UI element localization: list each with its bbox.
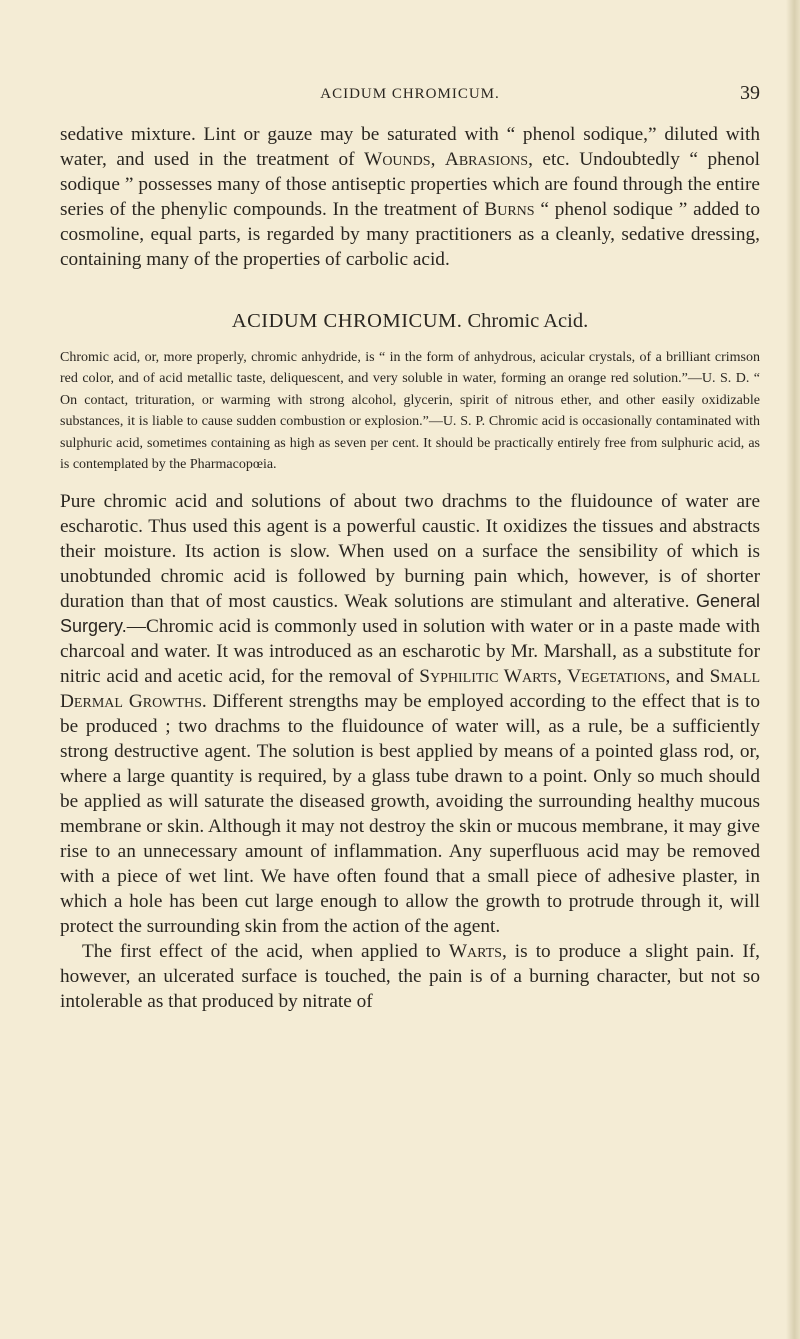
page-edge-shadow bbox=[786, 0, 800, 1339]
continued-text-1: sedative mixture. Lint or gauze may be saturated with “ phenol sodique,” diluted with water, and used in the treatment of bbox=[60, 124, 760, 170]
running-head bbox=[60, 82, 760, 112]
book-page bbox=[60, 82, 760, 1014]
term-abrasions: Abrasions bbox=[444, 149, 529, 170]
official-description: Chromic acid, or, more properly, chromic anhydride, is “ in the form of anhydrous, acicular crystals, of a brilliant crimson red color, and of acid metallic taste, deliquescent, and very soluble in water, forming an orange red solution.”—U. S. D. “ On contact, trituration, or warming with strong alcohol, glycerin, spirit of nitrous ether, and other easily oxidizable substances, it is liable to cause sudden combustion or explosion.”—U. S. P. Chromic acid is occasionally contaminated with sulphuric acid, sometimes containing as high as seven per cent. It should be practically entirely free from sulphuric acid, as is contemplated by the Pharmacopœia. bbox=[60, 350, 760, 473]
main-and: , and bbox=[665, 666, 710, 688]
term-wounds: Wounds bbox=[364, 149, 431, 170]
continued-comma: , bbox=[430, 149, 445, 170]
term-syphilitic-warts: Syphilitic Warts, Vegetations bbox=[419, 666, 666, 688]
continued-text-3: “ phenol sodique ” added to cosmoline, equal parts, is regarded by many practitioners as a cleanly, sedative dressing, containing many of the properties of carbolic acid. bbox=[60, 199, 760, 270]
running-title: ACIDUM CHROMICUM. bbox=[320, 86, 500, 102]
last-text-1: The first effect of the acid, when applied to bbox=[82, 941, 449, 963]
last-text-2: , is to produce a slight pain. If, however, an ulcerated surface is touched, the pain is of a burning character, but not so intolerable as that produced by nitrate of bbox=[60, 941, 760, 1013]
subhead-general-surgery: General Surgery. bbox=[60, 591, 760, 637]
continued-text-2: , etc. Undoubtedly “ phenol sodique ” possesses many of those antiseptic properties which are found through the entire series of the phenylic compounds. In the treatment of bbox=[60, 149, 760, 220]
page-number: 39 bbox=[740, 82, 760, 104]
continued-paragraph bbox=[60, 122, 760, 272]
term-warts: Warts bbox=[448, 941, 502, 963]
section-subtitle: Chromic Acid. bbox=[467, 310, 589, 332]
section-heading bbox=[60, 310, 760, 333]
section-title: ACIDUM CHROMICUM. bbox=[231, 310, 463, 332]
main-text-1: —Chromic acid is commonly used in solution with water or in a paste made with charcoal and water. It was introduced as an escharotic by Mr. Marshall, as a substitute for nitric acid and acetic acid, for the removal of bbox=[60, 616, 760, 688]
term-burns: Burns bbox=[484, 199, 535, 220]
term-dermal-growths: Small Dermal Growths bbox=[60, 666, 760, 713]
main-paragraph bbox=[60, 489, 760, 939]
last-paragraph bbox=[60, 939, 760, 1014]
main-text-2: . Different strengths may be employed according to the effect that is to be produced ; two drachms to the fluidounce of water will, as a rule, be a sufficiently strong destructive agent. The solution is best applied by means of a pointed glass rod, or, where a large quantity is required, by a glass tube drawn to a point. Only so much should be applied as will saturate the diseased growth, avoiding the surrounding healthy mucous membrane or skin. Although it may not destroy the skin or mucous membrane, it may give rise to an unnecessary amount of inflammation. Any superfluous acid may be removed with a piece of wet lint. We have often found that a small piece of adhesive plaster, in which a hole has been cut large enough to allow the growth to protrude through it, will protect the surrounding skin from the action of the agent. bbox=[60, 691, 760, 938]
main-intro: Pure chromic acid and solutions of about two drachms to the fluidounce of water are escharotic. Thus used this agent is a powerful caustic. It oxidizes the tissues and abstracts their moisture. Its action is slow. When used on a surface the sensibility of which is unobtunded chromic acid is followed by burning pain which, however, is of shorter duration than that of most caustics. Weak solutions are stimulant and alterative. bbox=[60, 491, 760, 613]
